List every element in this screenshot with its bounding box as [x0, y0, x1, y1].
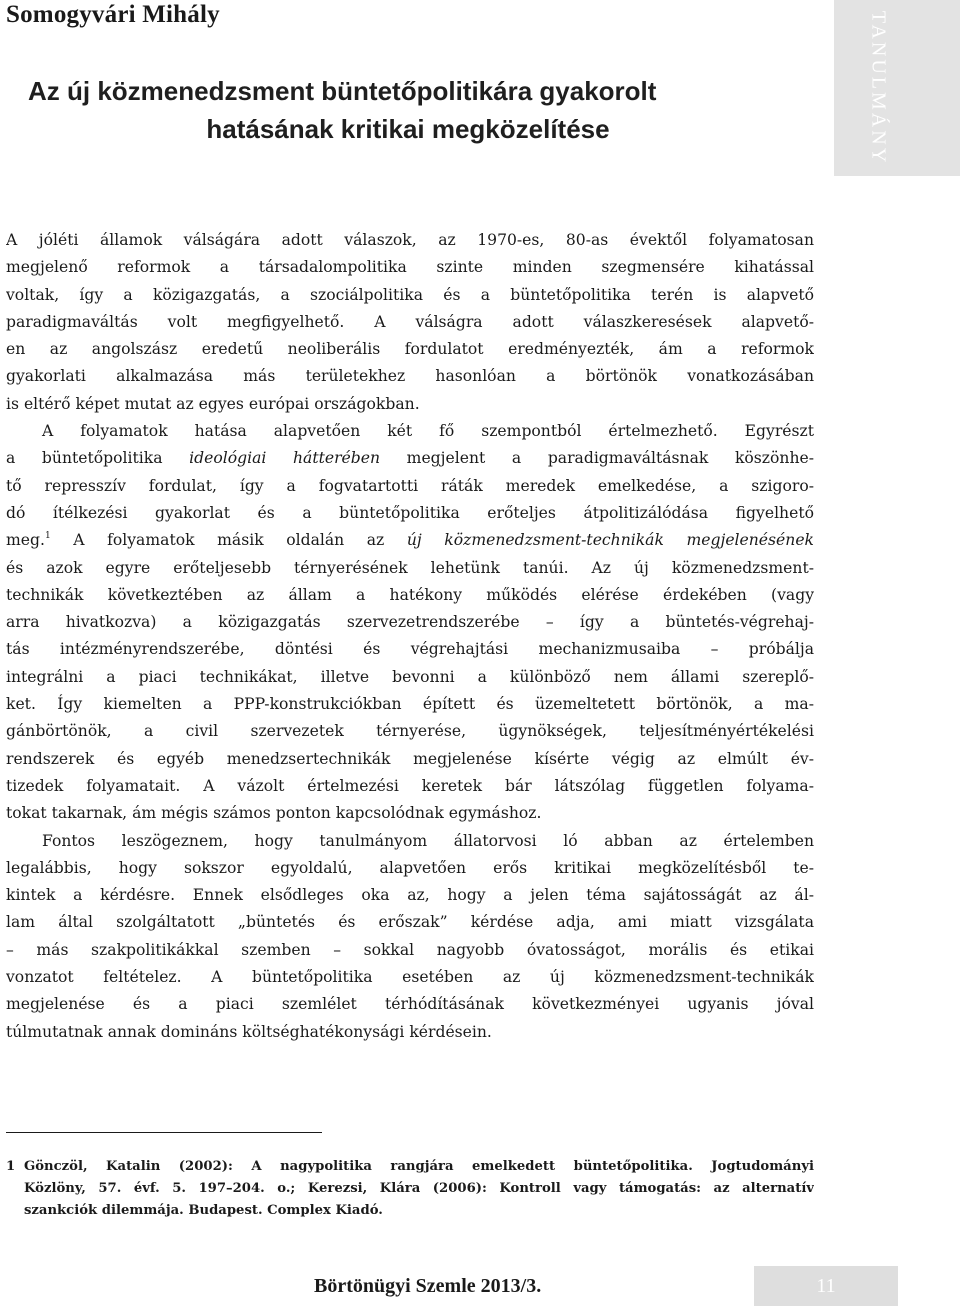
italic-term: új közmenedzsment-technikák megjelenésének — [406, 531, 814, 550]
body-line: – más szakpolitikákkal szemben – sokkal nagyobb óvatosságot, morális és etikai — [6, 940, 814, 959]
body-line: és azok egyre erőteljesebb térnyerésének lehetünk tanúi. Az új közmenedzsment- — [6, 558, 814, 577]
body-line: kintek a kérdésre. Ennek elsődleges oka az, hogy a jelen téma sajátosságát az ál- — [6, 886, 814, 905]
article-title — [28, 72, 788, 148]
page-number: 11 — [816, 1275, 836, 1297]
body-line: A folyamatok hatása alapvetően két fő szempontból értelmezhető. Egyrészt — [42, 422, 814, 441]
body-line: legalábbis, hogy sokszor egyoldalú, alapvetően erős kritikai megközelítésből te- — [6, 858, 814, 877]
body-line: dó ítélkezési gyakorlat és a büntetőpolitika erőteljes átpolitizálódása figyelhető — [6, 503, 814, 522]
body-line: tokat takarnak, ám mégis számos ponton kapcsolódnak egymáshoz. — [6, 804, 542, 823]
footnote-ref[interactable]: 1 — [44, 531, 51, 542]
body-text: a büntetőpolitika — [6, 449, 190, 468]
body-line: tizedek folyamatait. A vázolt értelmezési keretek bár látszólag független folyama- — [6, 776, 814, 795]
body-line: paradigmaváltás volt megfigyelhető. A válságra adott válaszkeresések alapvető- — [6, 312, 814, 331]
article-body — [6, 227, 814, 1046]
body-line: Fontos leszögeznem, hogy tanulmányom állatorvosi ló abban az értelemben — [42, 831, 814, 850]
footnote-line: Gönczöl, Katalin (2002): A nagypolitika rangjára emelkedett büntetőpolitika. Jogtudományi — [24, 1159, 814, 1174]
body-line: ket. Így kiemelten a PPP-konstrukciókban épített és üzemeltetett börtönök, a ma- — [6, 695, 814, 714]
body-line: integrálni a piaci technikákat, illetve bevonni a különböző nem állami szereplő- — [6, 667, 814, 686]
body-text: meg. — [6, 531, 45, 550]
body-line: arra hivatkozva) a közigazgatás szervezetrendszerébe – így a büntetés-végrehaj- — [6, 613, 814, 632]
section-tab-label: TANULMÁNY — [867, 10, 890, 166]
title-line-1: Az új közmenedzsment büntetőpolitikára gyakorolt — [28, 76, 657, 106]
title-line-2: hatásának kritikai megközelítése — [206, 114, 610, 144]
body-line: A jóléti államok válságára adott válaszok, az 1970-es, 80-as évektől folyamatosan — [6, 231, 814, 249]
footnote-line: szankciók dilemmája. Budapest. Complex Kiadó. — [24, 1203, 383, 1218]
journal-name: Börtönügyi Szemle 2013/3. — [314, 1275, 542, 1297]
body-line — [6, 527, 814, 554]
body-line: megjelenő reformok a társadalompolitika szinte minden szegmensére kihatással — [6, 258, 814, 277]
body-line: en az angolszász eredetű neoliberális fordulatot eredményezték, ám a reformok — [6, 340, 814, 359]
body-line: lam által szolgáltatott „büntetés és erőszak” kérdése adja, ami miatt vizsgálata — [6, 913, 814, 932]
italic-term: ideológiai hátterében — [189, 449, 381, 468]
body-line: tő represszív fordulat, így a fogvatartotti ráták meredek emelkedése, a szigoro- — [6, 476, 814, 495]
body-line: gyakorlati alkalmazása más területekhez hasonlóan a börtönök vonatkozásában — [6, 367, 814, 386]
body-text: A folyamatok másik oldalán az — [50, 531, 407, 550]
body-line: túlmutatnak annak domináns költséghatékonysági kérdésein. — [6, 1022, 492, 1041]
section-tab-background — [834, 0, 960, 176]
footnote-line: Közlöny, 57. évf. 5. 197–204. o.; Kerezsi, Klára (2006): Kontroll vagy támogatás: az alternatív — [24, 1181, 814, 1196]
body-line: gánbörtönök, a civil szervezetek térnyerése, ügynökségek, teljesítményértékelési — [6, 722, 814, 741]
footnote-text — [6, 1156, 814, 1222]
footnote-number: 1 — [6, 1159, 16, 1174]
body-line: megjelenése és a piaci szemlélet térhódításának következményei ugyanis jóval — [6, 995, 814, 1014]
author-name: Somogyvári Mihály — [6, 1, 220, 28]
footnote-divider — [6, 1132, 322, 1133]
body-line: is eltérő képet mutat az egyes európai országokban. — [6, 394, 420, 413]
body-line: rendszerek és egyéb menedzsertechnikák megjelenése kísérte végig az elmúlt év- — [6, 749, 814, 768]
body-line — [6, 445, 814, 472]
body-line: voltak, így a közigazgatás, a szociálpolitika és a büntetőpolitika terén is alapvető — [6, 285, 814, 304]
body-text: megjelent a paradigmaváltásnak köszönhe- — [380, 449, 814, 468]
body-line: technikák következtében az állam a hatékony működés elérése érdekében (vagy — [6, 585, 814, 604]
body-line: tás intézményrendszerébe, döntési és végrehajtási mechanizmusaiba – próbálja — [6, 640, 814, 659]
body-line: vonzatot feltételez. A büntetőpolitika esetében az új közmenedzsment-technikák — [6, 968, 814, 987]
footnote — [6, 1156, 814, 1222]
